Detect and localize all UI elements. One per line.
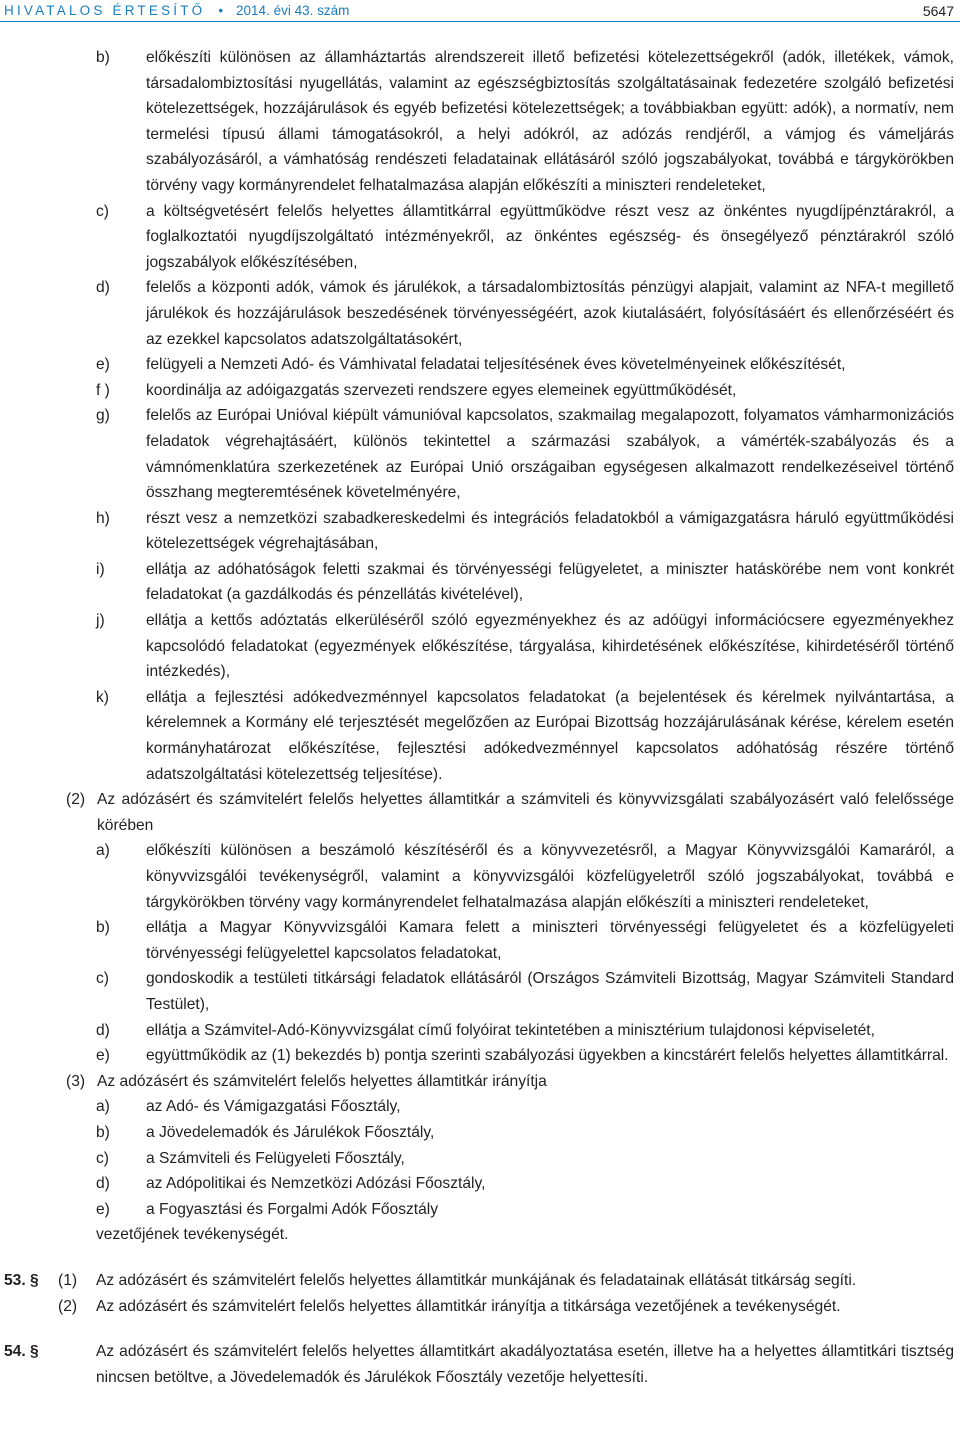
item-text: ellátja a Magyar Könyvvizsgálói Kamara felett a miniszteri törvényességi felügyeletet és a közfelügyeleti törvényességi felügyelettel kapcsolatos feladatokat, (146, 919, 954, 962)
list-item (58, 1268, 954, 1294)
subsection-2 (66, 787, 960, 838)
item-text: előkészíti különösen az államháztartás alrendszereit illető befizetési kötelezettségekről (adók, illetékek, vámok, társadalombiztosítási nyugellátás, valamint az egészségbiztosítás szolgáltatásainak fedezetére szolgáló befizetési kötelezettségek, hozzájárulások és egyéb befizetési kötelezettségek; a továbbiakban együtt: adók), a normatív, nem termelési típusú állami támogatásokról, a helyi adókról, az adózás rendjéről, a vámjog és vámeljárás szabályozásáról, a vámhatóság rendészeti feladatainak ellátásáról szóló jogszabályokat, továbbá e tárgykörökben törvény vagy kormányrendelet felhatalmazása alapján előkészíti a miniszteri rendeleteket, (146, 49, 954, 194)
list-item (96, 275, 960, 352)
item-marker: c) (96, 202, 109, 220)
item-marker: b) (96, 919, 110, 937)
item-marker: h) (96, 509, 110, 527)
item-marker: b) (96, 49, 110, 66)
gazette-name: HIVATALOS ÉRTESÍTŐ (4, 3, 206, 18)
list-item (96, 557, 960, 608)
item-marker: a) (96, 842, 110, 860)
section-number: 54. § (4, 1343, 39, 1361)
item-text: előkészíti különösen a beszámoló készítéséről és a könyvvezetésről, a Magyar Könyvvizsgálói Kamaráról, a könyvvizsgálói tevékenységről, valamint a könyvvizsgálói közfelügyeletről szóló jogszabályokat, továbbá e tárgykörökben törvény vagy kormányrendelet felhatalmazása alapján előkészíti a miniszteri rendeleteket, (146, 842, 954, 911)
list-item (96, 199, 960, 276)
section-text: Az adózásért és számvitelért felelős helyettes államtitkárt akadályoztatása esetén, illetve ha a helyettes államtitkári tisztség nincsen betöltve, a Jövedelemadók és Járulékok Főosztály vezetője helyettesíti. (96, 1343, 954, 1386)
subsection-text: Az adózásért és számvitelért felelős helyettes államtitkár a számviteli és könyvvizsgálati szabályozásért való felelőssége körében (97, 791, 954, 834)
item-marker: d) (96, 1021, 110, 1039)
section-54 (0, 1339, 960, 1390)
section-number: 53. § (4, 1271, 39, 1289)
item-marker: (1) (58, 1271, 78, 1289)
subsection-marker: (2) (66, 791, 86, 809)
item-text: felelős az Európai Unióval kiépült vámunióval kapcsolatos, szakmailag megalapozott, folyamatos vámharmonizációs feladatok végrehajtásáért, különös tekintettel a származási szabályok, a vámérték-szabályozás és a vámnómenklatúra szerkezetének az Európai Unió országaiban egységesen alkalmazott rendelkezéseivel történő összhang megteremtésének követelményére, (146, 407, 954, 502)
list-item (96, 1018, 960, 1044)
header-bullet: • (218, 3, 224, 18)
item-text: Az adózásért és számvitelért felelős helyettes államtitkár irányítja a titkársága vezetőjének a tevékenységét. (96, 1297, 841, 1315)
list-item (58, 1294, 954, 1320)
list-item (96, 685, 960, 787)
list-item (96, 1120, 960, 1146)
item-text: a költségvetésért felelős helyettes államtitkárral együttműködve részt vesz az önkéntes nyugdíjpénztárakról, a foglalkoztatói nyugdíjszolgáltató intézményekről, az önkéntes egészség- és önsegélyező pénztárakról szóló jogszabályok előkészítésében, (146, 202, 954, 271)
spacer (0, 1248, 960, 1268)
item-marker: i) (96, 560, 105, 578)
list-item (96, 378, 960, 404)
item-text: ellátja az adóhatóságok feletti szakmai és törvényességi felügyeletet, a miniszter hatáskörébe nem vont konkrét feladatokat (a gazdálkodás és pénzellátás kivételével), (146, 560, 954, 604)
item-marker: k) (96, 688, 109, 706)
item-text: koordinálja az adóigazgatás szervezeti rendszere egyes elemeinek együttműködését, (146, 381, 737, 399)
item-marker: e) (96, 356, 110, 374)
list-item (96, 1146, 960, 1172)
item-marker: d) (96, 279, 110, 297)
item-text: felelős a központi adók, vámok és járulékok, a társadalombiztosítás pénzügyi alapjait, valamint az NFA-t megillető járulékok és hozzájárulások beszedésének törvényességéért, azok kiutalásáért, folyósításáért és ellenőrzéséért és az ezekkel kapcsolatos adatszolgáltatásokért, (146, 279, 954, 348)
item-marker: f ) (96, 381, 110, 399)
page-header (0, 0, 960, 24)
list-item (96, 1171, 960, 1197)
list-item (96, 1043, 960, 1069)
section-53 (0, 1268, 960, 1319)
item-text: együttműködik az (1) bekezdés b) pontja szerinti szabályozási ügyekben a kincstárért felelős helyettes államtitkárral. (146, 1047, 949, 1065)
item-marker: a) (96, 1098, 110, 1116)
item-marker: c) (96, 970, 109, 988)
list-item (96, 1094, 960, 1120)
item-text: ellátja a kettős adóztatás elkerüléséről szóló egyezményekhez és az adóügyi információcsere egyezményekhez kapcsolódó feladatokat (egyezmények előkészítése, tárgyalása, kihirdetésének előkészítése, kihirdetéséről történő intézkedés), (146, 612, 954, 681)
item-marker: j) (96, 612, 105, 630)
header-rule (0, 21, 960, 22)
item-text: ellátja a Számvitel-Adó-Könyvvizsgálat című folyóirat tekintetében a minisztérium tulajdonosi képviseletét, (146, 1021, 875, 1039)
item-marker: b) (96, 1123, 110, 1141)
publication-title (4, 3, 349, 18)
item-marker: e) (96, 1047, 110, 1065)
list-item (96, 403, 960, 505)
list-item (96, 506, 960, 557)
item-text: Az adózásért és számvitelért felelős helyettes államtitkár munkájának és feladatainak ellátását titkárság segíti. (96, 1271, 857, 1289)
list-part1 (0, 45, 960, 787)
item-marker: c) (96, 1149, 109, 1167)
section-content (58, 1268, 954, 1319)
page-number: 5647 (922, 3, 954, 19)
list-item (96, 966, 960, 1017)
item-marker: d) (96, 1175, 110, 1193)
list-item (96, 45, 960, 199)
item-marker: g) (96, 407, 110, 425)
spacer (0, 1319, 960, 1339)
item-text: ellátja a fejlesztési adókedvezménnyel kapcsolatos feladatokat (a bejelentések és kérelmek nyilvántartása, a kérelemnek a Kormány elé terjesztését megelőzően az Európai Bizottság hozzájárulásának kérése, kérelem esetén kormányhatározat előkészítése, fejlesztési adókedvezménnyel kapcsolatos adóhatóság részére történő adatszolgáltatási kötelezettség teljesítése). (146, 688, 954, 783)
list-item (96, 608, 960, 685)
list-item (96, 838, 960, 915)
item-marker: (2) (58, 1297, 78, 1315)
item-text: a Számviteli és Felügyeleti Főosztály, (146, 1149, 405, 1167)
item-text: részt vesz a nemzetközi szabadkereskedelmi és integrációs feladatokból a vámigazgatásra háruló együttműködési kötelezettségek végrehajtásában, (146, 509, 954, 553)
subsection-marker: (3) (66, 1072, 86, 1090)
item-text: gondoskodik a testületi titkársági feladatok ellátásáról (Országos Számviteli Bizottság, Magyar Számviteli Standard Testület), (146, 970, 954, 1013)
item-text: az Adó- és Vámigazgatási Főosztály, (146, 1098, 401, 1116)
item-marker: e) (96, 1200, 110, 1218)
item-text: a Fogyasztási és Forgalmi Adók Főosztály (146, 1200, 439, 1218)
subsection-3-items (0, 1094, 960, 1222)
list-item (96, 352, 960, 378)
item-text: a Jövedelemadók és Járulékok Főosztály, (146, 1123, 435, 1141)
list-item (96, 1197, 960, 1223)
list-item (96, 915, 960, 966)
subsection-closing: vezetőjének tevékenységét. (96, 1226, 289, 1244)
issue-date: 2014. évi 43. szám (236, 3, 350, 18)
subsection-2-items (0, 838, 960, 1068)
document-body (0, 45, 960, 1390)
item-text: felügyeli a Nemzeti Adó- és Vámhivatal feladatai teljesítésének éves követelményeinek előkészítését, (146, 356, 846, 374)
subsection-text: Az adózásért és számvitelért felelős helyettes államtitkár irányítja (97, 1072, 547, 1090)
item-text: az Adópolitikai és Nemzetközi Adózási Főosztály, (146, 1175, 486, 1193)
subsection-3 (66, 1069, 960, 1095)
